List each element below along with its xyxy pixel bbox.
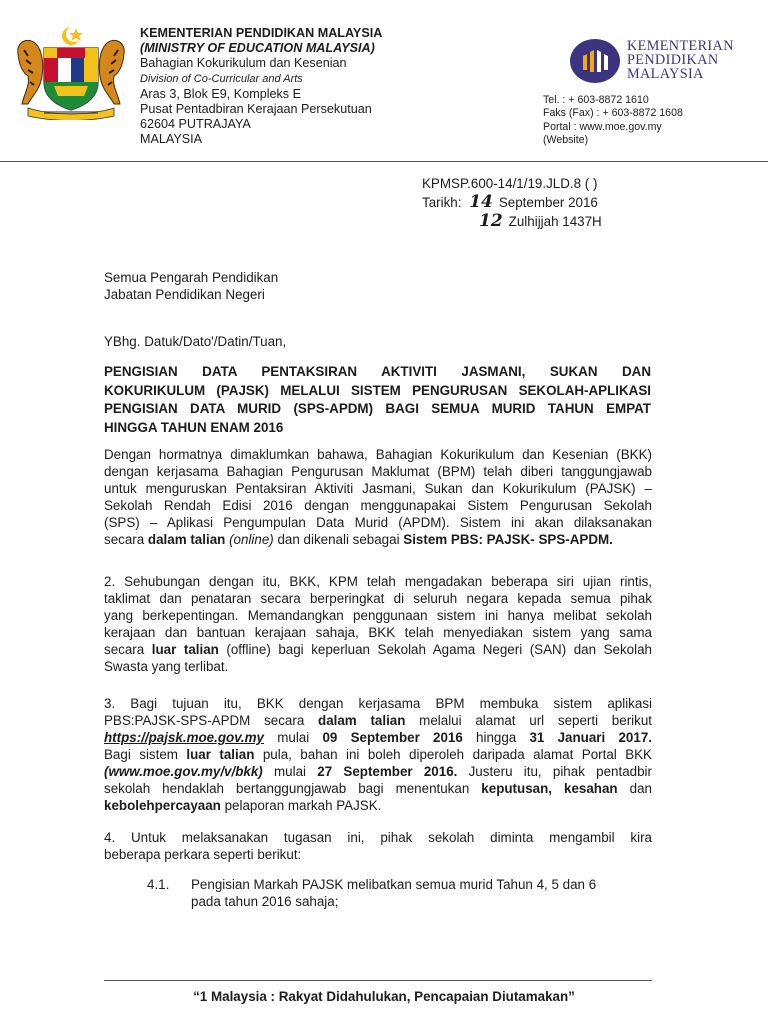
paragraph-line	[104, 763, 652, 780]
address-line: Aras 3, Blok E9, Kompleks E	[140, 86, 301, 101]
paragraph-line: Swasta yang terlibat.	[104, 659, 229, 674]
text-run: pelaporan markah PAJSK.	[220, 798, 382, 813]
paragraph-line	[104, 641, 652, 658]
text-run: secara	[104, 642, 152, 657]
text-run: PBS:PAJSK-SPS-APDM secara	[104, 713, 319, 728]
recipient-line: Semua Pengarah Pendidikan	[104, 270, 279, 285]
address-line: 62604 PUTRAJAYA	[140, 117, 251, 132]
reference-hijri-date	[422, 212, 602, 231]
division-name-ms: Bahagian Kokurikulum dan Kesenian	[140, 56, 347, 71]
footer-motto: “1 Malaysia : Rakyat Didahulukan, Pencapaian Diutamakan”	[193, 989, 575, 1004]
ministry-name-en: (MINISTRY OF EDUCATION MALAYSIA)	[140, 41, 375, 56]
url-link[interactable]: https://pajsk.moe.gov.my	[104, 730, 264, 745]
address-line: MALAYSIA	[140, 132, 203, 147]
handwritten-hijri-day: 12	[479, 211, 503, 231]
paragraph-line	[104, 746, 652, 763]
paragraph-1	[104, 446, 652, 548]
recipient-block	[104, 269, 278, 303]
paragraph-line	[104, 712, 652, 729]
contact-block	[543, 94, 683, 148]
salutation: YBhg. Datuk/Dato'/Datin/Tuan,	[104, 334, 287, 349]
paragraph-line: (SPS) – Aplikasi Pengumpulan Data Murid (APDM). Sistem ini akan dilaksanakan	[104, 515, 652, 530]
item-text: pada tahun 2016 sahaja;	[191, 894, 339, 909]
paragraph-line: untuk menguruskan Pentaksiran Aktiviti Jasmani, Sukan dan Kokurikulum (PAJSK) –	[104, 481, 652, 496]
paragraph-line: dengan kerjasama Bahagian Pengurusan Maklumat (BPM) telah diberi tanggungjawab	[104, 464, 652, 479]
handwritten-day: 14	[469, 192, 493, 212]
text-run: melalui alamat url seperti berikut	[405, 713, 652, 728]
text-run: mulai	[262, 764, 318, 779]
reference-date	[422, 193, 602, 212]
text-run: dan	[617, 781, 652, 796]
paragraph-line: 4. Untuk melaksanakan tugasan ini, pihak sekolah diminta mengambil kira	[104, 830, 652, 845]
item-4-1	[147, 876, 596, 910]
title-line: KOKURIKULUM (PAJSK) MELALUI SISTEM PENGURUSAN SEKOLAH-APLIKASI	[104, 382, 651, 398]
paragraph-line: Dengan hormatnya dimaklumkan bahawa, Bahagian Kokurikulum dan Kesenian (BKK)	[104, 447, 652, 462]
logo-line: KEMENTERIAN	[627, 38, 734, 54]
bold-text: luar talian	[186, 747, 255, 762]
item-number: 4.1.	[147, 877, 170, 892]
bold-text: 27 September 2016.	[317, 764, 458, 779]
ministry-header	[140, 26, 382, 148]
reference-block	[422, 174, 602, 231]
portal-url: (www.moe.gov.my/v/bkk)	[104, 764, 263, 779]
contact-tel: Tel. : + 603-8872 1610	[543, 94, 649, 106]
paragraph-line	[104, 780, 652, 797]
paragraph-line: kerajaan dan bantuan kerajaan sahaja, BKK telah menyediakan sistem yang sama	[104, 625, 652, 640]
text-run: secara	[104, 532, 148, 547]
italic-text: (online)	[229, 532, 274, 547]
item-text: Pengisian Markah PAJSK melibatkan semua murid Tahun 4, 5 dan 6	[191, 877, 597, 892]
logo-line: PENDIDIKAN	[627, 52, 719, 69]
bold-text: kebolehpercayaan	[104, 798, 221, 813]
contact-fax: Faks (Fax) : + 603-8872 1608	[543, 107, 683, 120]
text-run: Justeru itu, pihak pentadbir	[457, 764, 652, 779]
paragraph-2	[104, 573, 652, 675]
paragraph-line	[104, 797, 652, 814]
logo-line: MALAYSIA	[627, 66, 704, 83]
bold-text: luar talian	[151, 642, 219, 657]
ministry-name-ms: KEMENTERIAN PENDIDIKAN MALAYSIA	[140, 26, 383, 40]
title-line: PENGISIAN DATA MURID (SPS-APDM) BAGI SEMUA MURID TAHUN EMPAT	[104, 401, 651, 417]
bold-text: Sistem PBS: PAJSK- SPS-APDM.	[403, 532, 613, 547]
paragraph-line: beberapa perkara seperti berikut:	[104, 847, 302, 862]
paragraph-line	[104, 531, 652, 548]
paragraph-line: 3. Bagi tujuan itu, BKK dengan kerjasama BPM membuka sistem aplikasi	[104, 696, 652, 711]
title-line: PENGISIAN DATA PENTAKSIRAN AKTIVITI JASMANI, SUKAN DAN	[104, 364, 651, 379]
paragraph-line: taklimat dan penataran secara berperingkat di seluruh negara kepada semua pihak	[104, 591, 652, 606]
malaysia-coat-of-arms-icon	[14, 24, 128, 120]
recipient-line: Jabatan Pendidikan Negeri	[104, 287, 265, 302]
paragraph-3	[104, 695, 652, 814]
bold-text: 09 September 2016	[322, 730, 463, 745]
text-run: Bagi sistem	[104, 747, 187, 762]
date-label: Tarikh:	[422, 195, 462, 210]
kpm-logo-icon	[569, 38, 621, 84]
paragraph-line: Sekolah Rendah Edisi 2016 dengan menggunapakai Sistem Pengurusan Sekolah	[104, 498, 652, 513]
text-run: (offline) bagi keperluan Sekolah Agama Negeri (SAN) dan Sekolah	[218, 642, 652, 657]
text-run: mulai	[263, 730, 323, 745]
reference-number: KPMSP.600-14/1/19.JLD.8 ( )	[422, 176, 598, 191]
address-line: Pusat Pentadbiran Kerajaan Persekutuan	[140, 102, 372, 117]
paragraph-4	[104, 829, 652, 863]
division-name-en: Division of Co-Curricular and Arts	[140, 72, 303, 85]
bold-text: keputusan, kesahan	[481, 781, 618, 796]
footer-divider	[104, 980, 652, 981]
contact-portal-note: (Website)	[543, 134, 589, 147]
text-run: dan dikenali sebagai	[273, 532, 404, 547]
letter-title	[104, 363, 651, 437]
text-run: sekolah hendaklah bertanggungjawab bagi menentukan	[104, 781, 482, 796]
bold-text: 31 Januari 2017.	[529, 730, 652, 745]
paragraph-line: 2. Sehubungan dengan itu, BKK, KPM telah mengadakan beberapa siri ujian rintis,	[104, 574, 652, 589]
header-divider	[0, 161, 768, 162]
date-month-year: September 2016	[498, 195, 598, 210]
bold-text: dalam talian	[147, 532, 226, 547]
paragraph-line	[104, 729, 652, 746]
hijri-month-year: Zulhijjah 1437H	[508, 214, 602, 229]
contact-portal: Portal : www.moe.gov.my	[543, 120, 662, 133]
paragraph-line: yang berkepentingan. Memandangkan penggunaan sistem ini hanya melibat sekolah	[104, 608, 652, 623]
bold-text: dalam talian	[318, 713, 406, 728]
text-run: hingga	[462, 730, 530, 745]
title-line: HINGGA TAHUN ENAM 2016	[104, 419, 284, 435]
text-run: pula, bahan ini boleh diperoleh daripada alamat Portal BKK	[254, 747, 652, 762]
kpm-logo-text	[627, 39, 734, 82]
